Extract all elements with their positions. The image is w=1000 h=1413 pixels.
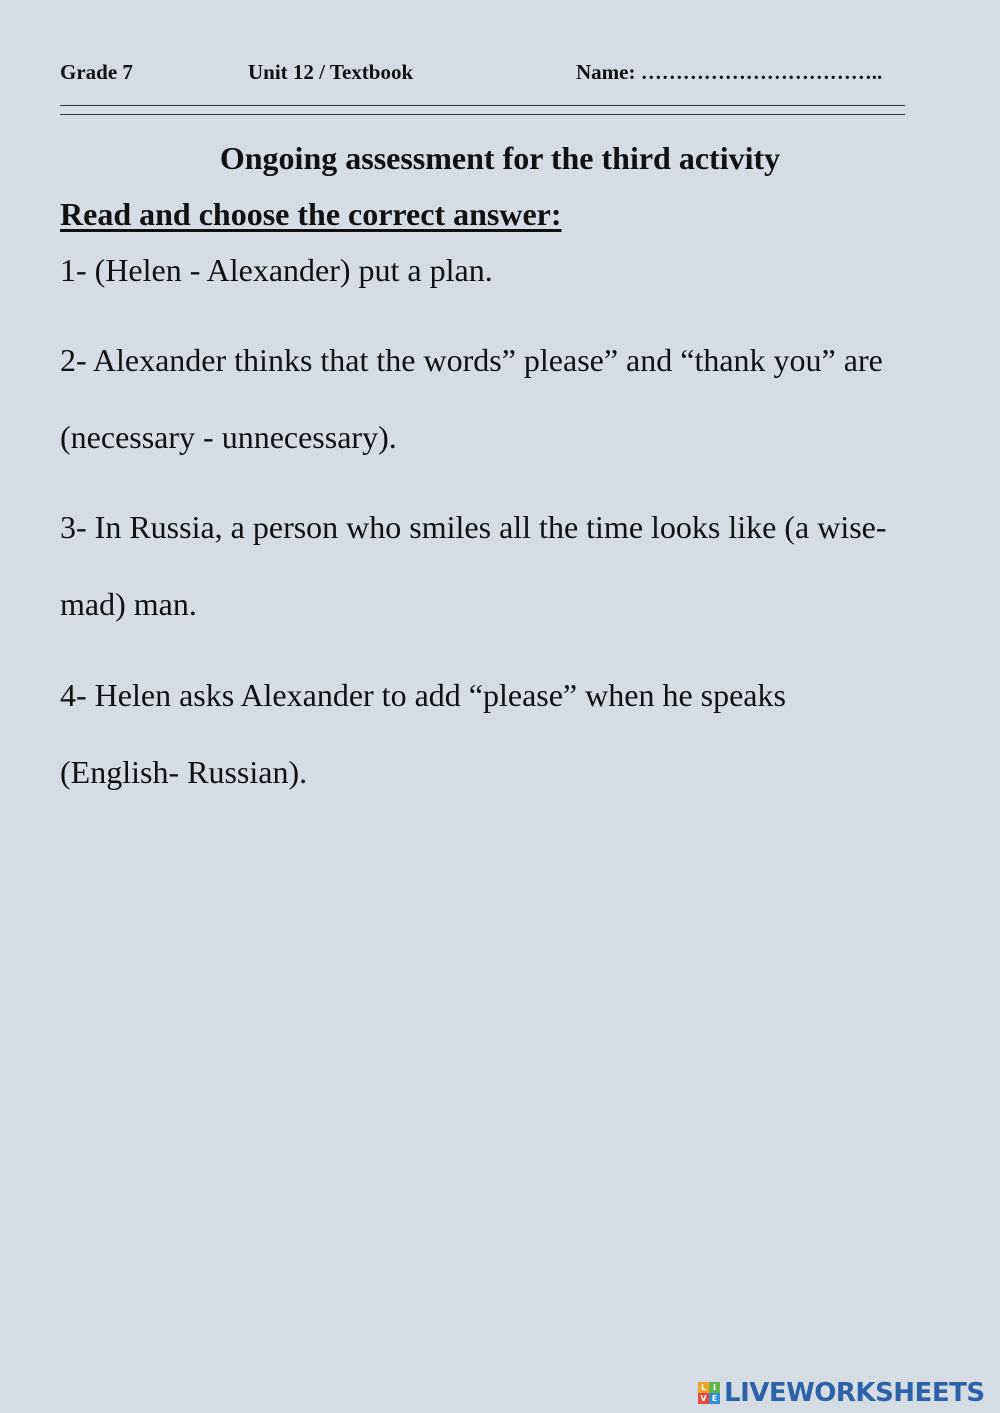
- question-4-line-2: (English- Russian).: [60, 754, 308, 790]
- logo-icon-letter: E: [709, 1393, 720, 1404]
- liveworksheets-logo-icon: [698, 1382, 720, 1404]
- worksheet-header: [60, 60, 940, 90]
- page-title: Ongoing assessment for the third activity: [219, 140, 781, 176]
- header-divider: [60, 105, 905, 115]
- grade-label: Grade 7: [60, 60, 133, 84]
- name-field-label: Name: ……………………………..: [576, 60, 883, 84]
- liveworksheets-logo[interactable]: [698, 1378, 985, 1408]
- question-2-line-2: (necessary - unnecessary).: [60, 419, 397, 455]
- question-3-line-2: mad) man.: [60, 586, 197, 622]
- question-2-line-1: 2- Alexander thinks that the words” please” and “thank you” are: [60, 342, 883, 378]
- logo-icon-letter: L: [698, 1382, 709, 1393]
- unit-label: Unit 12 / Textbook: [248, 60, 414, 84]
- question-3-line-1: 3- In Russia, a person who smiles all the time looks like (a wise-: [60, 509, 887, 545]
- instruction-heading: Read and choose the correct answer:: [60, 196, 562, 232]
- logo-icon-letter: V: [698, 1393, 709, 1404]
- question-1: 1- (Helen - Alexander) put a plan.: [60, 252, 493, 288]
- logo-icon-letter: I: [709, 1382, 720, 1393]
- question-4-line-1: 4- Helen asks Alexander to add “please” when he speaks: [60, 677, 786, 713]
- logo-text: LIVEWORKSHEETS: [724, 1378, 985, 1408]
